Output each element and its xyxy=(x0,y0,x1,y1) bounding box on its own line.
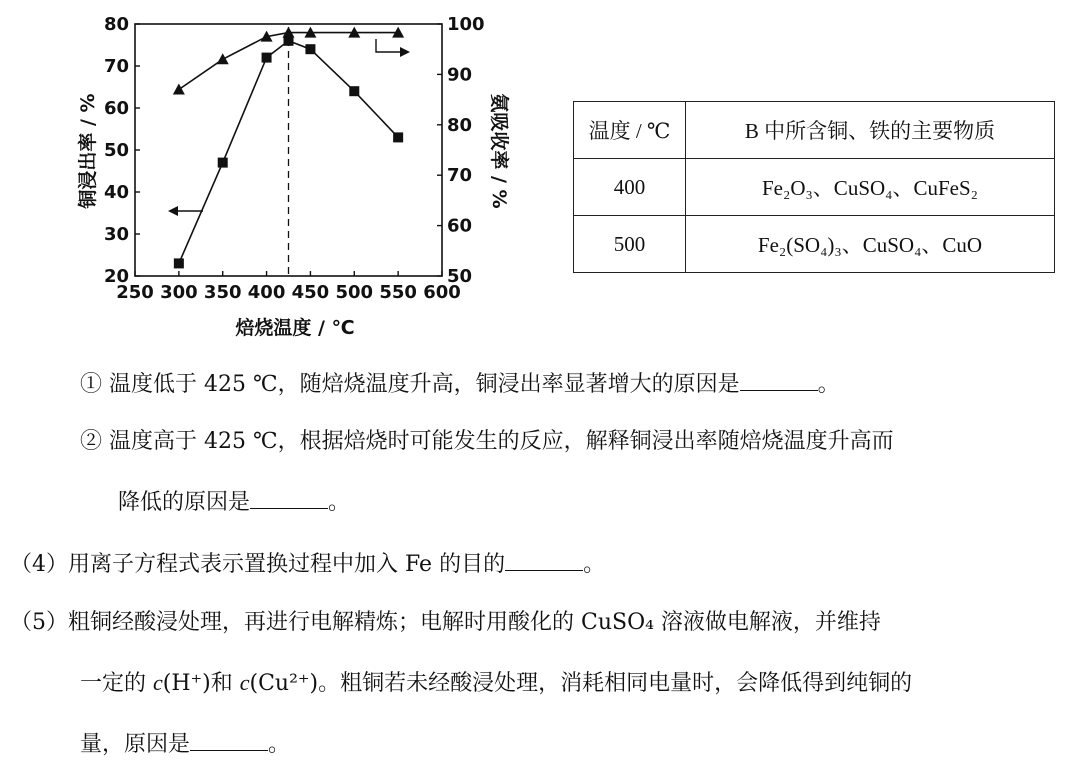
answer-blank[interactable] xyxy=(740,368,818,391)
table-row xyxy=(574,216,1055,273)
question-5-line-1 xyxy=(10,608,881,638)
left-tick-label: 30 xyxy=(103,224,129,245)
header-temperature: 温度 / ℃ xyxy=(574,102,686,159)
question-5-text: 量，原因是 xyxy=(80,732,191,757)
plot-area xyxy=(135,24,442,276)
answer-blank[interactable] xyxy=(250,486,328,509)
x-axis-title: 焙烧温度 / ℃ xyxy=(235,317,355,339)
bottom-tick-label: 500 xyxy=(335,282,374,303)
row-temperature: 400 xyxy=(574,159,686,216)
punct: 。 xyxy=(817,372,840,397)
square-marker xyxy=(305,44,315,54)
square-marker xyxy=(174,258,184,268)
row-substances: Fe₂O₃、CuSO₄、CuFeS₂ xyxy=(686,159,1055,216)
punct: 。 xyxy=(328,490,351,515)
table-row xyxy=(574,159,1055,216)
square-marker xyxy=(349,86,359,96)
question-5-text: 一定的 xyxy=(80,671,153,696)
question-2-line-1 xyxy=(80,427,894,457)
question-5-line-2 xyxy=(80,668,912,699)
row-substances: Fe₂(SO₄)₃、CuSO₄、CuO xyxy=(686,216,1055,273)
square-marker xyxy=(393,132,403,142)
table-header-row xyxy=(574,102,1055,159)
right-axis-ticks xyxy=(437,14,485,287)
bottom-tick-label: 400 xyxy=(247,282,286,303)
right-tick-label: 50 xyxy=(447,266,473,287)
triangle-marker xyxy=(217,53,229,64)
left-axis-title: 铜浸出率 / % xyxy=(77,93,99,209)
question-1-text: ① 温度低于 425 ℃，随焙烧温度升高，铜浸出率显著增大的原因是 xyxy=(80,372,740,397)
question-5-line-3 xyxy=(80,728,290,760)
dual-axis-line-chart xyxy=(70,6,510,346)
triangle-marker xyxy=(173,84,185,95)
bottom-tick-label: 550 xyxy=(379,282,417,303)
left-tick-label: 60 xyxy=(103,98,129,119)
question-2-line-2 xyxy=(118,486,350,518)
left-tick-label: 50 xyxy=(103,140,129,161)
answer-blank[interactable] xyxy=(190,728,268,751)
right-tick-label: 90 xyxy=(447,64,473,86)
right-tick-label: 80 xyxy=(447,114,473,136)
right-tick-label: 100 xyxy=(447,14,485,35)
header-substances: B 中所含铜、铁的主要物质 xyxy=(686,102,1055,159)
question-4-text: （4）用离子方程式表示置换过程中加入 Fe 的目的 xyxy=(10,552,506,577)
bottom-tick-label: 600 xyxy=(423,282,461,303)
bottom-tick-label: 250 xyxy=(116,282,154,303)
left-arrow-head-icon xyxy=(168,206,178,216)
row-temperature: 500 xyxy=(574,216,686,273)
question-5-text: （5）粗铜经酸浸处理，再进行电解精炼；电解时用酸化的 CuSO₄ 溶液做电解液，并维持 xyxy=(10,610,881,635)
square-marker xyxy=(262,53,272,63)
punct: 。 xyxy=(583,552,606,577)
left-tick-label: 80 xyxy=(103,14,129,35)
substance-table xyxy=(573,101,1055,273)
bottom-tick-label: 350 xyxy=(203,282,242,303)
answer-blank[interactable] xyxy=(505,548,583,571)
question-4 xyxy=(10,548,605,580)
bottom-tick-label: 450 xyxy=(291,282,330,303)
left-tick-label: 70 xyxy=(103,56,129,77)
concentration-symbol: c xyxy=(153,670,163,695)
right-axis-title: 氨吸收率 / % xyxy=(488,93,510,209)
bottom-tick-label: 300 xyxy=(160,282,198,303)
right-axis-arrow-line xyxy=(376,39,402,52)
question-5-text: (Cu²⁺)。粗铜若未经酸浸处理，消耗相同电量时，会降低得到纯铜的 xyxy=(249,671,913,696)
square-marker xyxy=(218,158,228,168)
right-arrow-head-icon xyxy=(400,47,410,57)
question-1 xyxy=(80,368,840,400)
concentration-symbol: c xyxy=(239,670,250,695)
question-2-text: 降低的原因是 xyxy=(118,490,251,515)
left-tick-label: 20 xyxy=(103,266,129,287)
question-2-text: ② 温度高于 425 ℃，根据焙烧时可能发生的反应，解释铜浸出率随焙烧温度升高而 xyxy=(80,429,894,454)
right-tick-label: 70 xyxy=(447,165,473,187)
left-tick-label: 40 xyxy=(103,182,129,203)
right-tick-label: 60 xyxy=(447,215,473,237)
question-5-text: (H⁺)和 xyxy=(162,671,240,696)
punct: 。 xyxy=(268,732,291,757)
